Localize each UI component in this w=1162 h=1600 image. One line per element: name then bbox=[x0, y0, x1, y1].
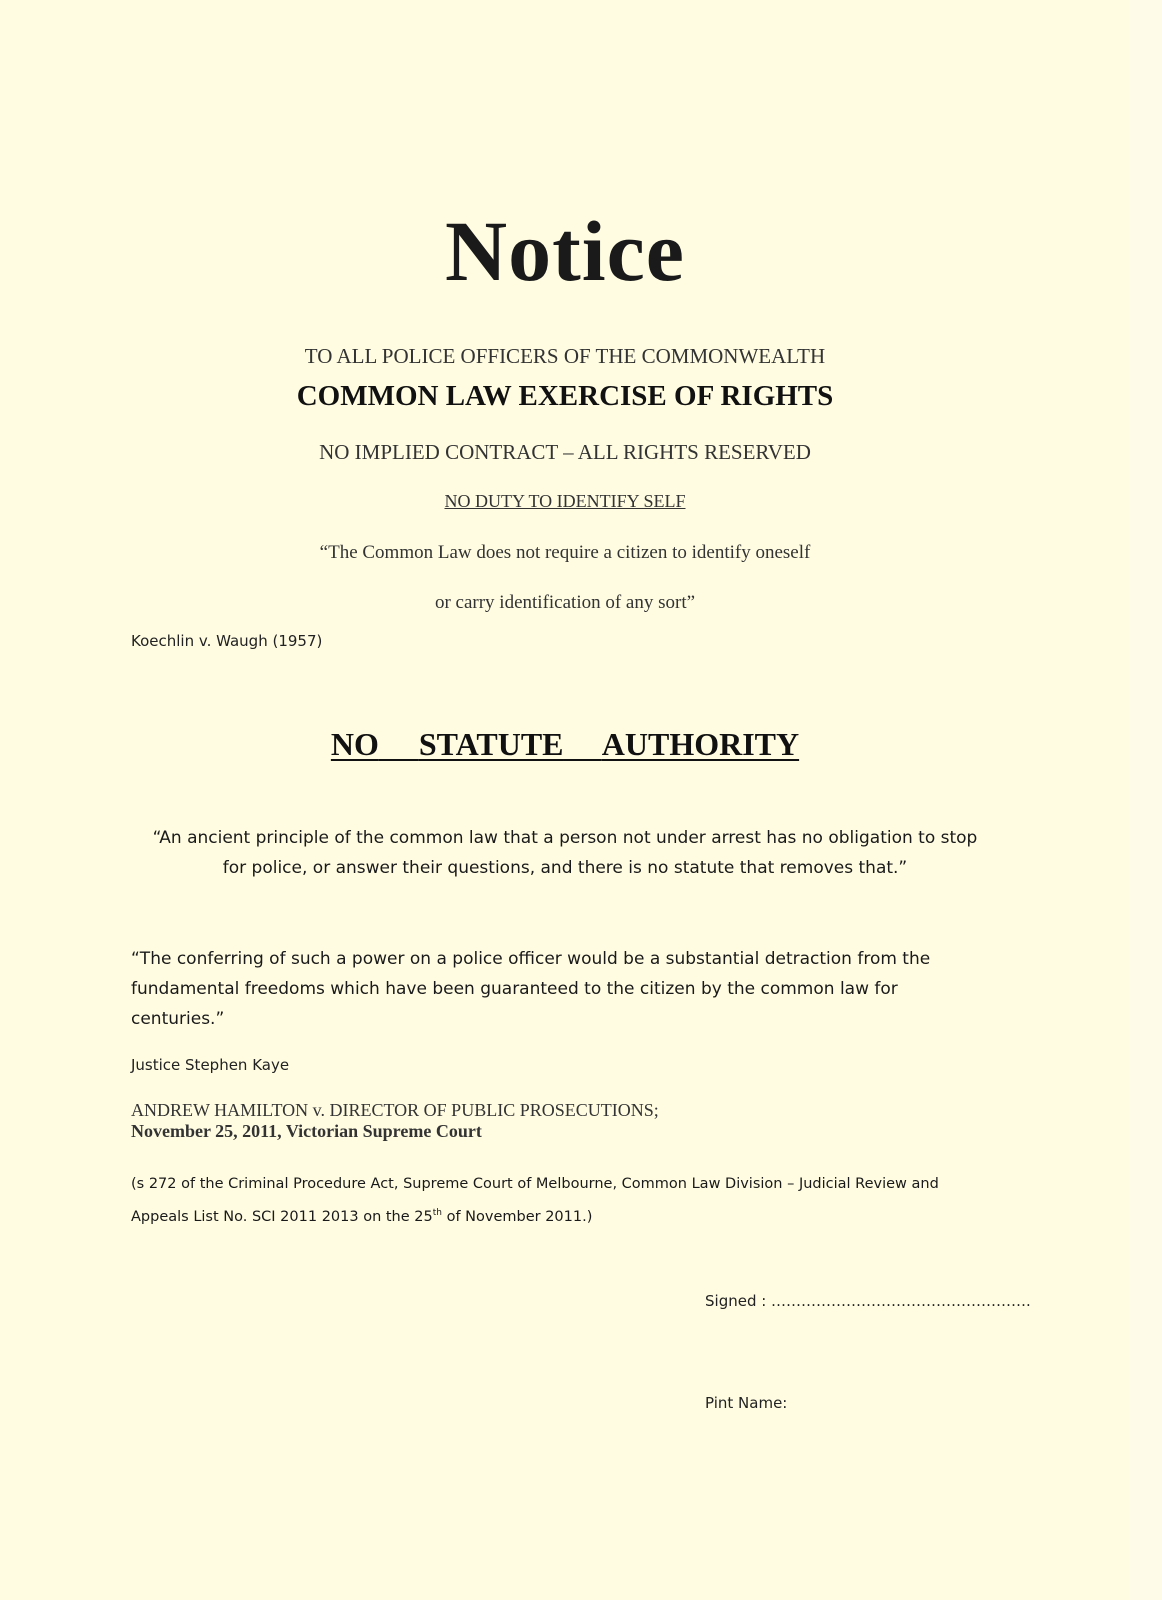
print-name-label: Pint Name: bbox=[705, 1394, 788, 1412]
statute-reference-text: (s 272 of the Criminal Procedure Act, Supreme Court of Melbourne, Common Law Division – Judicial Review and Appeals List No. SCI 2011 2013 on the 25 bbox=[131, 1176, 939, 1225]
statute-reference-ordinal: th bbox=[432, 1208, 442, 1218]
quote-line-2: or carry identification of any sort” bbox=[434, 592, 696, 613]
heading-gap bbox=[564, 726, 602, 762]
case-name: ANDREW HAMILTON v. DIRECTOR OF PUBLIC PROSECUTIONS; bbox=[131, 1100, 659, 1120]
statute-reference-end: of November 2011.) bbox=[441, 1208, 593, 1225]
heading-word-no: NO bbox=[330, 726, 379, 762]
document-title: Notice bbox=[445, 203, 685, 299]
contract-line: NO IMPLIED CONTRACT – ALL RIGHTS RESERVED bbox=[319, 440, 811, 464]
section-heading bbox=[0, 726, 1130, 763]
recipient-line: TO ALL POLICE OFFICERS OF THE COMMONWEALTH bbox=[304, 344, 826, 368]
page-edge bbox=[1130, 0, 1162, 1600]
quote-citation: Koechlin v. Waugh (1957) bbox=[131, 632, 323, 650]
conferring-quote: “The conferring of such a power on a police officer would be a substantial detraction from the fundamental freedoms which have been guaranteed to the citizen by the common law for centuries.” bbox=[131, 949, 931, 1029]
heading-word-authority: AUTHORITY bbox=[601, 726, 800, 762]
heading-gap bbox=[379, 726, 419, 762]
signature-line: Signed : ……………………………………………. bbox=[705, 1292, 1031, 1310]
statute-reference bbox=[131, 1170, 1001, 1232]
subheading: COMMON LAW EXERCISE OF RIGHTS bbox=[296, 380, 834, 412]
quote-line-1: “The Common Law does not require a citizen to identify oneself bbox=[319, 542, 811, 563]
duty-line: NO DUTY TO IDENTIFY SELF bbox=[444, 491, 686, 511]
heading-word-statute: STATUTE bbox=[418, 726, 564, 762]
justice-name: Justice Stephen Kaye bbox=[131, 1056, 290, 1074]
principle-quote: “An ancient principle of the common law that a person not under arrest has no obligation to stop for police, or answer their questions, and there is no statute that removes that.” bbox=[152, 828, 978, 878]
case-date: November 25, 2011, Victorian Supreme Court bbox=[131, 1121, 482, 1141]
